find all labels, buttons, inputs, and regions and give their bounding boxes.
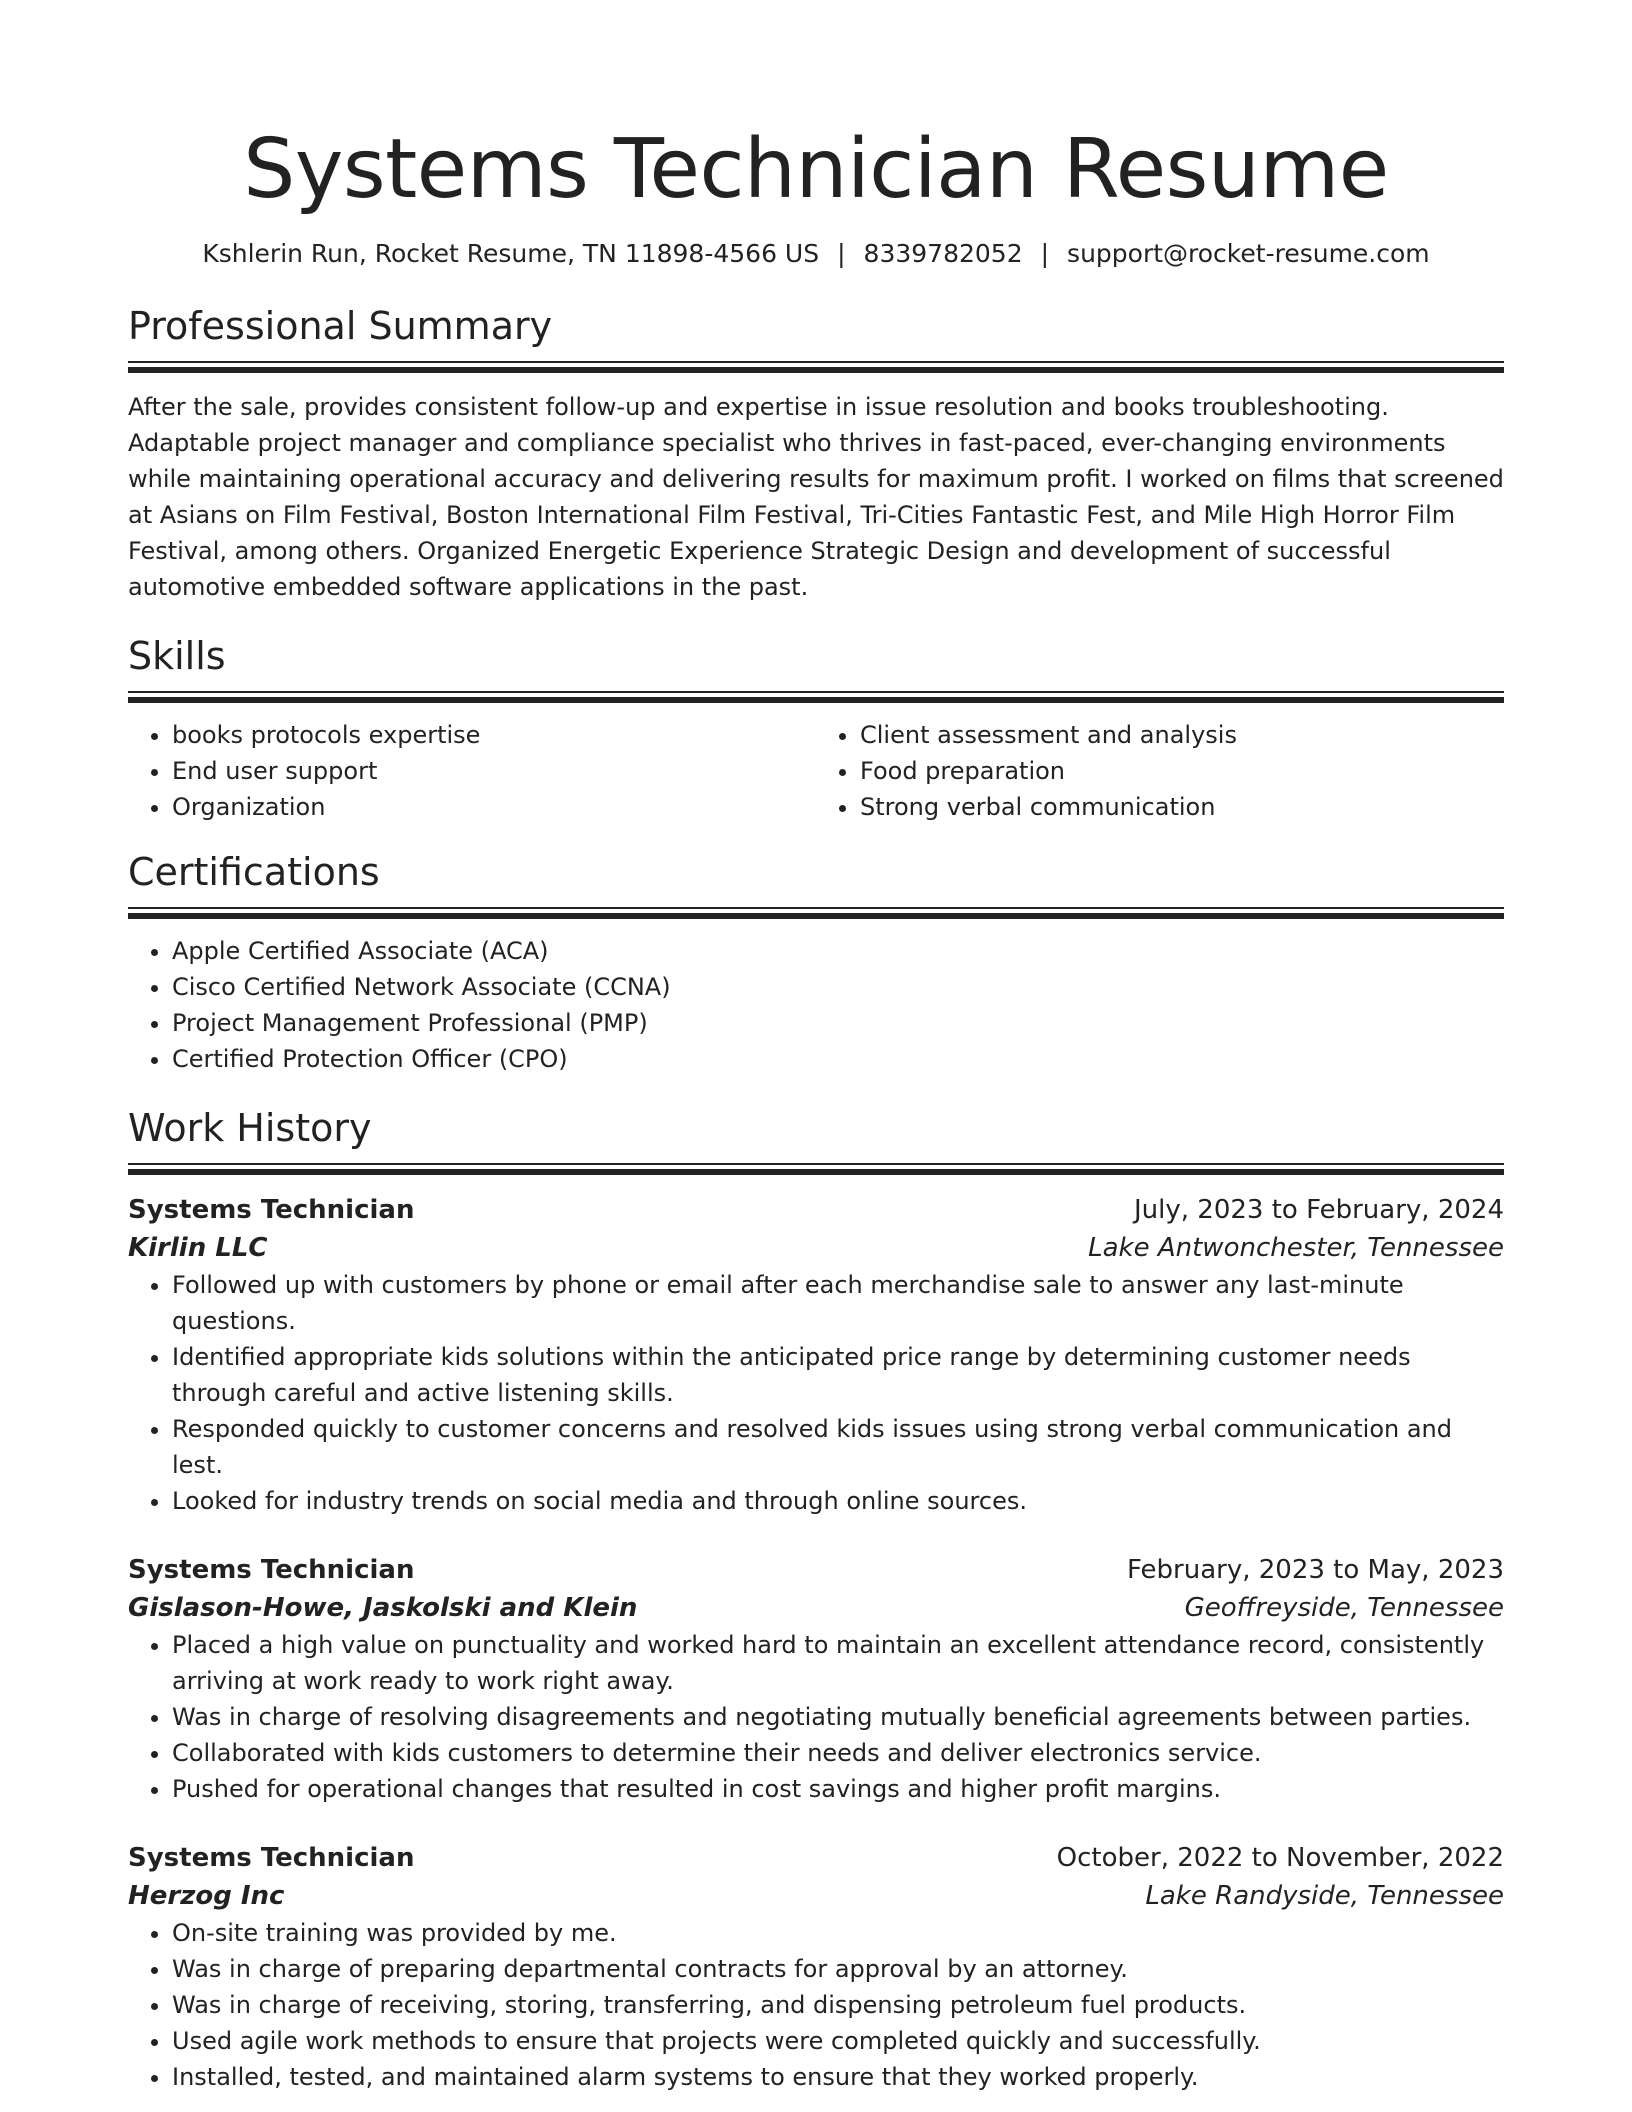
summary-text: After the sale, provides consistent follow-up and expertise in issue resolution and books troubleshooting. Adaptable project manager and compliance specialist who thrives in fast-paced, ever-changing environments while maintaining operational accuracy and delivering results for maximum profit. I worked on films that screened at Asians on Film Festival, Boston International Film Festival, Tri-Cities Fantastic Fest, and Mile High Horror Film Festival, among others. Organized Energetic Experience Strategic Design and development of successful automotive embedded software applications in the past. [128,393,1504,601]
job-title: Systems Technician [128,1843,415,1873]
section-title-certifications: Certifications [128,850,380,894]
certification-item: • Project Management Professional (PMP) [172,1005,1504,1041]
job-company: Kirlin LLC [128,1233,268,1263]
summary-section [128,303,1504,605]
section-title-summary: Professional Summary [128,304,553,348]
skills-list-right [816,717,1504,825]
job-duty: • Was in charge of resolving disagreements and negotiating mutually beneficial agreements between parties. [172,1699,1504,1735]
job-title: Systems Technician [128,1195,415,1225]
job-entry [128,1839,1504,2095]
skill-item: • Organization [172,789,816,825]
job-duty: • Placed a high value on punctuality and worked hard to maintain an excellent attendance record, consistently arriving at work ready to work right away. [172,1627,1504,1699]
skills-list-left [128,717,816,825]
skill-item: • End user support [172,753,816,789]
section-divider [128,1163,1504,1175]
job-duties [128,1627,1504,1807]
job-duty: • On-site training was provided by me. [172,1915,1504,1951]
section-title-work-history: Work History [128,1106,372,1150]
resume-page [128,0,1504,2095]
job-subheader [128,1589,1504,1627]
job-duties [128,1915,1504,2095]
skills-grid [128,717,1504,825]
job-location: Lake Antwonchester, Tennessee [1088,1233,1504,1263]
job-duty: • Pushed for operational changes that resulted in cost savings and higher profit margins. [172,1771,1504,1807]
contact-line [128,237,1504,271]
section-title-skills: Skills [128,634,226,678]
skill-item: • Food preparation [860,753,1504,789]
job-title: Systems Technician [128,1555,415,1585]
resume-title: Systems Technician Resume [243,122,1389,217]
certification-item: • Certified Protection Officer (CPO) [172,1041,1504,1077]
contact-separator: | [1040,239,1050,268]
work-history-section [128,1105,1504,2095]
job-dates: October, 2022 to November, 2022 [1056,1843,1504,1873]
job-dates: July, 2023 to February, 2024 [1134,1195,1504,1225]
skill-item: • Client assessment and analysis [860,717,1504,753]
certification-item: • Apple Certified Associate (ACA) [172,933,1504,969]
job-header [128,1191,1504,1229]
skills-section [128,633,1504,825]
job-header [128,1551,1504,1589]
certifications-list [128,933,1504,1077]
address: Kshlerin Run, Rocket Resume, TN 11898-4566 US [202,239,820,268]
job-company: Gislason-Howe, Jaskolski and Klein [128,1593,638,1623]
job-location: Lake Randyside, Tennessee [1145,1881,1504,1911]
job-header [128,1839,1504,1877]
job-duty: • Was in charge of receiving, storing, transferring, and dispensing petroleum fuel products. [172,1987,1504,2023]
job-duty: • Used agile work methods to ensure that projects were completed quickly and successfully. [172,2023,1504,2059]
contact-separator: | [837,239,846,268]
job-location: Geoffreyside, Tennessee [1184,1593,1504,1623]
job-duty: • Responded quickly to customer concerns and resolved kids issues using strong verbal communication and lest. [172,1411,1504,1483]
job-duty: • Followed up with customers by phone or email after each merchandise sale to answer any last-minute questions. [172,1267,1504,1339]
skill-item: • books protocols expertise [172,717,816,753]
job-duty: • Was in charge of preparing departmental contracts for approval by an attorney. [172,1951,1504,1987]
job-subheader [128,1877,1504,1915]
job-company: Herzog Inc [128,1881,285,1911]
section-divider [128,361,1504,373]
job-dates: February, 2023 to May, 2023 [1127,1555,1504,1585]
job-duty: • Identified appropriate kids solutions within the anticipated price range by determining customer needs through careful and active listening skills. [172,1339,1504,1411]
job-duties [128,1267,1504,1519]
skill-item: • Strong verbal communication [860,789,1504,825]
job-duty: • Installed, tested, and maintained alarm systems to ensure that they worked properly. [172,2059,1504,2095]
job-duty: • Collaborated with kids customers to determine their needs and deliver electronics service. [172,1735,1504,1771]
job-entry [128,1551,1504,1807]
certifications-section [128,849,1504,1077]
email: support@rocket-resume.com [1067,239,1430,268]
job-duty: • Looked for industry trends on social media and through online sources. [172,1483,1504,1519]
job-entry [128,1191,1504,1519]
job-subheader [128,1229,1504,1267]
phone: 8339782052 [863,239,1023,268]
certification-item: • Cisco Certified Network Associate (CCNA) [172,969,1504,1005]
section-divider [128,907,1504,919]
section-divider [128,691,1504,703]
